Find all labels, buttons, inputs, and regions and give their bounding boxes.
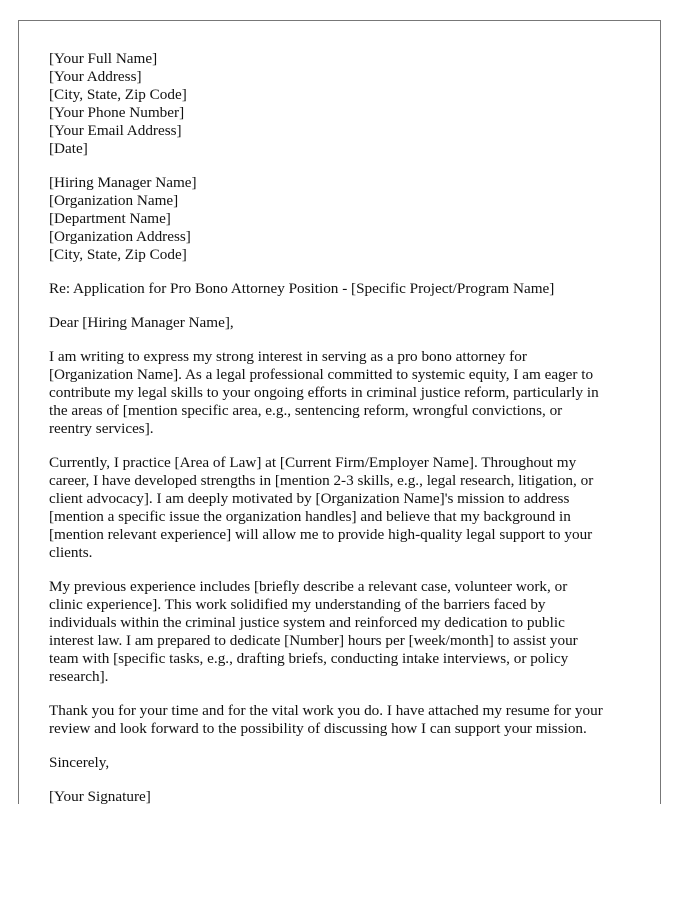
paragraph-line: Currently, I practice [Area of Law] at [Current Firm/Employer Name]. Throughout my — [49, 454, 577, 471]
paragraph-line: Thank you for your time and for the vital work you do. I have attached my resume for your — [49, 702, 603, 719]
paragraph-line: client advocacy]. I am deeply motivated by [Organization Name]'s mission to address — [49, 490, 570, 507]
letter-date: [Date] — [49, 140, 88, 157]
letter-page — [18, 20, 661, 804]
paragraph-line: I am writing to express my strong interest in serving as a pro bono attorney for — [49, 348, 527, 365]
paragraph-line: team with [specific tasks, e.g., drafting briefs, conducting intake interviews, or policy — [49, 650, 569, 667]
sender-address: [Your Address] — [49, 68, 142, 85]
paragraph-line: research]. — [49, 668, 109, 685]
salutation — [49, 314, 639, 332]
body-paragraph-4 — [49, 702, 639, 738]
paragraph-line: reentry services]. — [49, 420, 154, 437]
body-paragraph-2 — [49, 454, 639, 562]
paragraph-line: interest law. I am prepared to dedicate [Number] hours per [week/month] to assist your — [49, 632, 578, 649]
paragraph-line: career, I have developed strengths in [mention 2-3 skills, e.g., legal research, litigation, or — [49, 472, 594, 489]
paragraph-line: individuals within the criminal justice system and reinforced my dedication to public — [49, 614, 565, 631]
recipient-address-block — [49, 174, 639, 264]
body-paragraph-1 — [49, 348, 639, 438]
subject-line — [49, 280, 639, 298]
recipient-name: [Hiring Manager Name] — [49, 174, 197, 191]
body-paragraph-3 — [49, 578, 639, 686]
sender-name: [Your Full Name] — [49, 50, 158, 67]
closing-text: Sincerely, — [49, 754, 110, 771]
paragraph-line: contribute my legal skills to your ongoing efforts in criminal justice reform, particularly in — [49, 384, 599, 401]
closing — [49, 754, 639, 772]
paragraph-line: [mention relevant experience] will allow me to provide high-quality legal support to your — [49, 526, 593, 543]
paragraph-line: My previous experience includes [briefly describe a relevant case, volunteer work, or — [49, 578, 568, 595]
paragraph-line: review and look forward to the possibility of discussing how I can support your mission. — [49, 720, 587, 737]
salutation-text: Dear [Hiring Manager Name], — [49, 314, 234, 331]
signature-text: [Your Signature] — [49, 788, 151, 804]
paragraph-line: the areas of [mention specific area, e.g., sentencing reform, wrongful convictions, or — [49, 402, 563, 419]
recipient-city-state-zip: [City, State, Zip Code] — [49, 246, 187, 263]
signature — [49, 788, 639, 804]
subject-text: Re: Application for Pro Bono Attorney Position - [Specific Project/Program Name] — [49, 280, 555, 297]
sender-address-block — [49, 50, 639, 158]
sender-email: [Your Email Address] — [49, 122, 182, 139]
paragraph-line: [Organization Name]. As a legal professional committed to systemic equity, I am eager to — [49, 366, 594, 383]
paragraph-line: clients. — [49, 544, 93, 561]
recipient-department: [Department Name] — [49, 210, 171, 227]
paragraph-line: [mention a specific issue the organization handles] and believe that my background in — [49, 508, 571, 525]
sender-city-state-zip: [City, State, Zip Code] — [49, 86, 187, 103]
recipient-address: [Organization Address] — [49, 228, 191, 245]
recipient-organization: [Organization Name] — [49, 192, 179, 209]
letter-content — [49, 50, 639, 804]
paragraph-line: clinic experience]. This work solidified my understanding of the barriers faced by — [49, 596, 546, 613]
sender-phone: [Your Phone Number] — [49, 104, 185, 121]
